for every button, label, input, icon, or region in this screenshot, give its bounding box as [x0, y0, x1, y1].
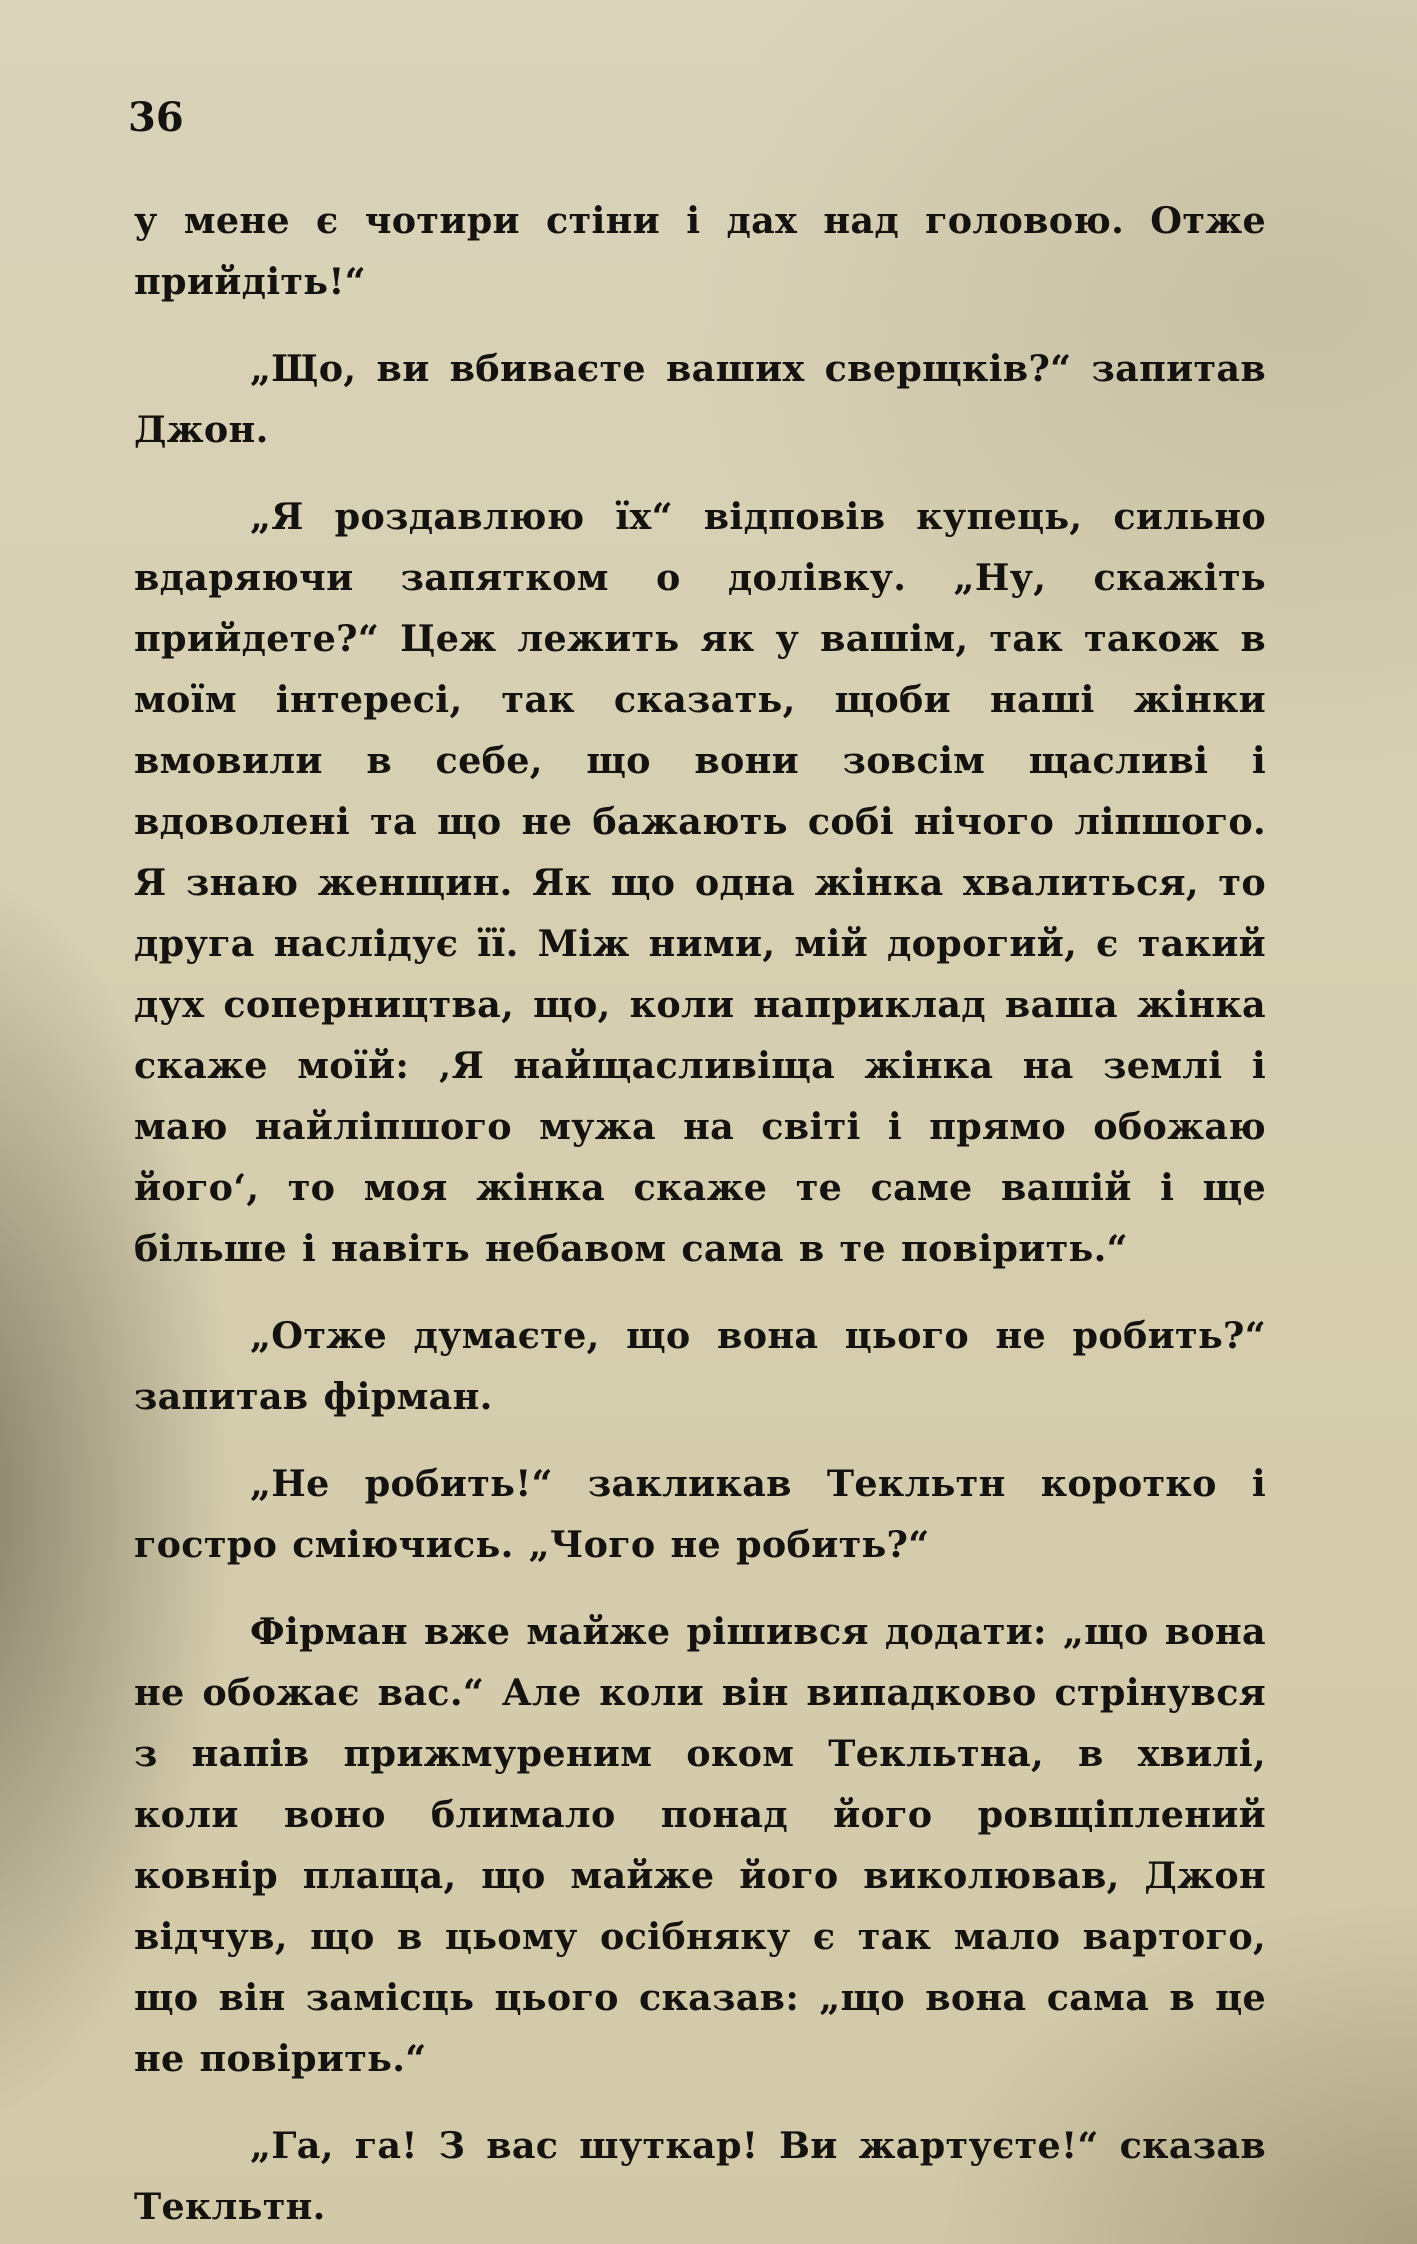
paragraph-4: „Отже думаєте, що вона цього не робить?“ запитав фірман.	[134, 1314, 1266, 1418]
page-number: 36	[128, 94, 184, 141]
paragraph-2: „Що, ви вбиваєте ваших сверщків?“ запитав Джон.	[134, 347, 1266, 451]
paragraph-7: „Га, га! З вас шуткар! Ви жартуєте!“ сказав Текльтн.	[134, 2124, 1266, 2228]
paragraph-1: у мене є чотири стіни і дах над головою. Отже прийдіть!“	[134, 199, 1266, 303]
paragraph-5: „Не робить!“ закликав Текльтн коротко і гостро сміючись. „Чого не робить?“	[134, 1462, 1266, 1566]
body-text	[134, 190, 1266, 2237]
paragraph-3: „Я роздавлюю їх“ відповів купець, сильно вдаряючи запятком о долівку. „Ну, скажіть прийдете?“ Цеж лежить як у вашім, так також в моїм інтересі, так сказать, щоби наші жінки вмовили в себе, що вони зовсім щасливі і вдоволені та що не бажають собі нічого ліпшого. Я знаю женщин. Як що одна жінка хвалиться, то друга наслідує її. Між ними, мій дорогий, є такий дух соперництва, що, коли наприклад ваша жінка скаже моїй: ‚Я найщасливіща жінка на землі і маю найліпшого мужа на світі і прямо обожаю його‘, то моя жінка скаже те саме вашій і ще більше і навіть небавом сама в те повірить.“	[134, 495, 1266, 1270]
paragraph-6: Фірман вже майже рішився додати: „що вона не обожає вас.“ Але коли він випадково стрінувся з напів прижмуреним оком Текльтна, в хвилі, коли воно блимало понад його ровщіплений ковнір плаща, що майже його виколював, Джон відчув, що в цьому осібняку є так мало вартого, що він замісць цього сказав: „що вона сама в це не повірить.“	[134, 1610, 1266, 2080]
